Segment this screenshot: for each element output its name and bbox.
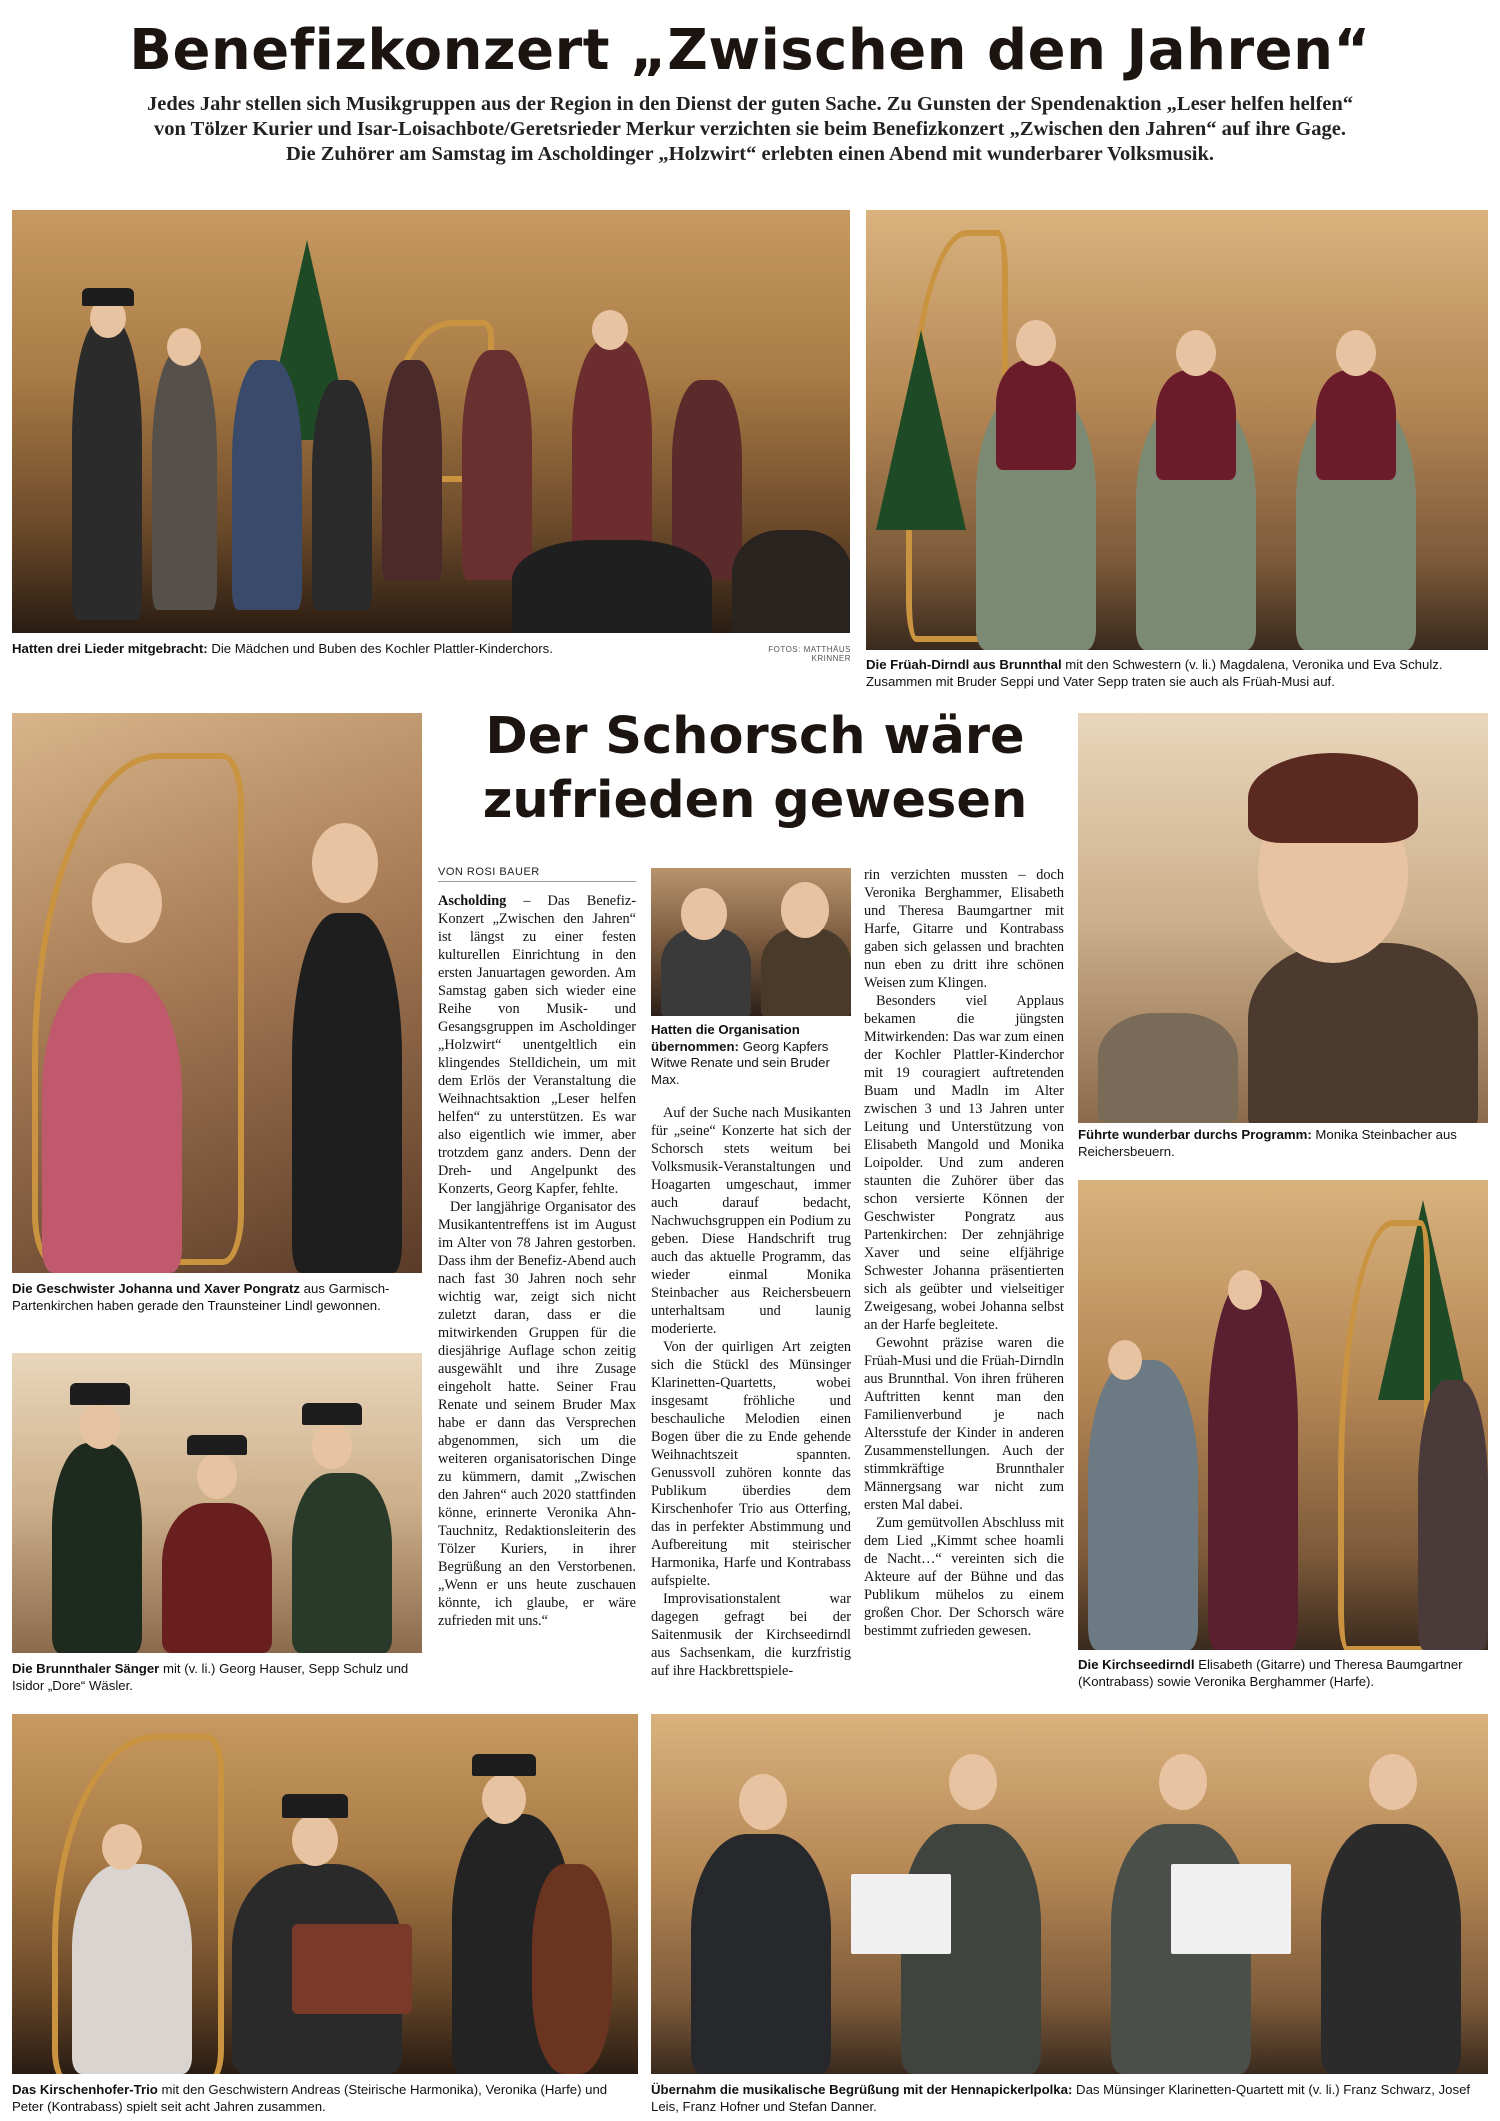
article-paragraph: Zum gemütvollen Abschluss mit dem Lied „Kimmt schee hoamli de Nacht…“ vereinten sich die Akteure auf der Bühne und das Publikum mühelos zu einem großen Chor. Der Schorsch wäre bestimmt zufrieden gewesen.	[864, 1515, 1064, 1639]
article-column-3	[864, 866, 1064, 1640]
caption-bold: Die Brunnthaler Sänger	[12, 1661, 160, 1676]
photo-kapfer	[651, 868, 851, 1016]
lead-line: Jedes Jahr stellen sich Musikgruppen aus der Region in den Dienst der guten Sache. Zu Gunsten der Spendenaktion „Leser helfen helfen“	[146, 93, 1354, 115]
photo-kinderchor	[12, 210, 850, 633]
caption-text: Die Mädchen und Buben des Kochler Plattler-Kinderchors.	[207, 641, 553, 656]
caption-bold: Die Früah-Dirndl aus Brunnthal	[866, 657, 1062, 672]
caption-kinderchor	[12, 641, 712, 658]
photo-credit: FOTOS: MATTHÄUS KRINNER	[768, 645, 851, 663]
article-title	[440, 705, 1070, 833]
caption-text: aus Garmisch-Partenkirchen haben gerade den Traunsteiner Lindl gewonnen.	[12, 1281, 390, 1313]
article-paragraph: Besonders viel Applaus bekamen die jüngsten Mitwirkenden: Das war zum einen der Kochler Plattler-Kinderchor mit 19 couragiert auftretenden Buam und Madln im Alter zwischen 3 und 13 Jahren unter Leitung und Unterstützung von Elisabeth Mangold und Monika Loipolder. Und zum anderen staunten die Zuhörer über das schon versierte Können der Geschwister Pongratz aus Partenkirchen: Der zehnjährige Xaver und seine elfjährige Schwester Johanna präsentierten sich als geübter und vielseitiger Zweigesang, wobei Johanna selbst an der Harfe begleitete.	[864, 993, 1064, 1333]
dateline: Ascholding	[438, 893, 507, 909]
caption-text: mit den Schwestern (v. li.) Magdalena, Veronika und Eva Schulz. Zusammen mit Bruder Seppi und Vater Sepp traten sie auch als Früah-Musi auf.	[866, 657, 1443, 689]
caption-steinbacher	[1078, 1127, 1488, 1160]
caption-klarinetten-quartett	[651, 2082, 1488, 2115]
caption-bold: Hatten drei Lieder mitgebracht:	[12, 641, 208, 656]
article-column-1	[438, 892, 636, 1630]
caption-kapfer	[651, 1022, 851, 1088]
caption-text: mit den Geschwistern Andreas (Steirische Harmonika), Veronika (Harfe) und Peter (Kontrabass) spielt seit acht Jahren zusammen.	[12, 2082, 608, 2114]
lead-line: Die Zuhörer am Samstag im Ascholdinger „Holzwirt“ erlebten einen Abend mit wunderbarer Volksmusik.	[285, 143, 1215, 165]
caption-bold: Hatten die Organisation übernommen:	[651, 1022, 800, 1054]
photo-fruah-dirndl	[866, 210, 1488, 650]
caption-text: Georg Kapfers Witwe Renate und sein Bruder Max.	[651, 1038, 830, 1087]
caption-text: Das Münsinger Klarinetten-Quartett mit (v. li.) Franz Schwarz, Josef Leis, Franz Hofner und Stefan Danner.	[651, 2082, 1471, 2114]
lead-paragraph	[100, 92, 1400, 167]
caption-bold: Die Kirchseedirndl	[1078, 1657, 1195, 1672]
photo-klarinetten-quartett	[651, 1714, 1488, 2074]
photo-kirchseedirndl	[1078, 1180, 1488, 1650]
caption-kirchseedirndl	[1078, 1657, 1488, 1690]
page-headline: Benefizkonzert „Zwischen den Jahren“	[129, 18, 1371, 83]
article-paragraph: Auf der Suche nach Musikanten für „seine“ Konzerte hat sich der Schorsch stets weitum bei Volksmusik-Veranstaltungen und Hoagarten umgeschaut, immer auch darauf bedacht, Nachwuchsgruppen ein Podium zu geben. Diese Handschrift trug auch das aktuelle Programm, das wieder einmal Monika Steinbacher aus Reichersbeuern unterhaltsam und launig moderierte.	[651, 1105, 851, 1337]
caption-text: mit (v. li.) Georg Hauser, Sepp Schulz und Isidor „Dore“ Wäsler.	[12, 1661, 409, 1693]
caption-bold: Führte wunderbar durchs Programm:	[1078, 1127, 1312, 1142]
lead-line: von Tölzer Kurier und Isar-Loisachbote/Geretsrieder Merkur verzichten sie beim Benefizkonzert „Zwischen den Jahren“ auf ihre Gage.	[154, 118, 1346, 140]
photo-kirschenhofer-trio	[12, 1714, 638, 2074]
caption-bold: Die Geschwister Johanna und Xaver Pongratz	[12, 1281, 301, 1296]
byline: VON ROSI BAUER	[438, 866, 540, 878]
caption-bold: Übernahm die musikalische Begrüßung mit der Hennapickerlpolka:	[651, 2082, 1073, 2097]
article-title-line: Der Schorsch wäre	[485, 707, 1025, 766]
byline-rule	[438, 881, 636, 882]
article-title-line: zufrieden gewesen	[482, 771, 1028, 830]
article-paragraph: Ascholding – Das Benefiz-Konzert „Zwischen den Jahren“ ist längst zu einer festen kulturellen Einrichtung in den ersten Januartagen geworden. Am Samstag gaben sich wieder eine Reihe von Musik- und Gesangsgruppen im Ascholdinger „Holzwirt“ unentgeltlich ein klingendes Stelldichein, um mit dem Erlös der Veranstaltung die Weihnachtsaktion „Leser helfen helfen“ zu unterstützen. Es war also eigentlich wie immer, aber trotzdem ganz anders. Denn der Dreh- und Angelpunkt des Konzerts, Georg Kapfer, fehlte.	[438, 893, 636, 1197]
caption-text: Monika Steinbacher aus Reichersbeuern.	[1078, 1127, 1457, 1159]
photo-steinbacher	[1078, 713, 1488, 1123]
article-paragraph: rin verzichten mussten – doch Veronika Berghammer, Elisabeth und Theresa Baumgartner mit Harfe, Gitarre und Kontrabass gaben sich gelassen und brachten nun eben zu dritt ihre schönen Weisen zum Klingen.	[864, 867, 1064, 991]
caption-brunnthaler-saenger	[12, 1661, 428, 1694]
article-paragraph: Gewohnt präzise waren die Früah-Musi und die Früah-Dirndln aus Brunnthal. Von ihren früheren Auftritten kennt man den Familienverbund je nach Altersstufe der Kinder in anderen Zusammenstellungen. Auch der stimmkräftige Brunnthaler Männergsang war nicht zum ersten Mal dabei.	[864, 1335, 1064, 1513]
article-paragraph: Improvisationstalent war dagegen gefragt bei der Saitenmusik der Kirchseedirndl aus Sachsenkam, die kurzfristig auf ihre Hackbrettspiele-	[651, 1591, 851, 1679]
caption-fruah-dirndl	[866, 657, 1488, 690]
article-paragraph: Von der quirligen Art zeigten sich die Stückl des Münsinger Klarinetten-Quartetts, wobei insgesamt fröhliche und beschauliche Melodien einen Bogen über die zu Ende gehende Weihnachtszeit spannten. Genussvoll zuhören konnte das Publikum überdies dem Kirschenhofer Trio aus Otterfing, das in perfekter Abstimmung und Aufbereitung mit steirischer Harmonika, Harfe und Kontrabass aufspielte.	[651, 1339, 851, 1589]
caption-kirschenhofer-trio	[12, 2082, 638, 2115]
caption-text: Elisabeth (Gitarre) und Theresa Baumgartner (Kontrabass) sowie Veronika Berghammer (Harfe).	[1078, 1657, 1463, 1689]
article-column-2	[651, 1104, 851, 1680]
photo-pongratz	[12, 713, 422, 1273]
photo-brunnthaler-saenger	[12, 1353, 422, 1653]
caption-pongratz	[12, 1281, 428, 1314]
caption-bold: Das Kirschenhofer-Trio	[12, 2082, 158, 2097]
article-paragraph: Der langjährige Organisator des Musikantentreffens ist im August im Alter von 78 Jahren gestorben. Dass ihm der Benefiz-Abend auch nach fast 30 Jahren noch sehr wichtig war, zeigt sich nicht zuletzt daran, dass er die mitwirkenden Gruppen für die diesjährige Auflage schon zeitig ausgewählt und ihre Zusage eingeholt hatte. Seiner Frau Renate und seinem Bruder Max habe er dann das Versprechen abgenommen, sich um die weiteren organisatorischen Dinge zu kümmern, damit „Zwischen den Jahren“ auch 2020 stattfinden könne, erinnerte Veronika Ahn-Tauchnitz, Redaktionsleiterin des Tölzer Kuriers, in ihrer Begrüßung an den Verstorbenen. „Wenn er uns heute zuschauen könnte, ich glaube, er wäre zufrieden mit uns.“	[438, 1199, 636, 1629]
